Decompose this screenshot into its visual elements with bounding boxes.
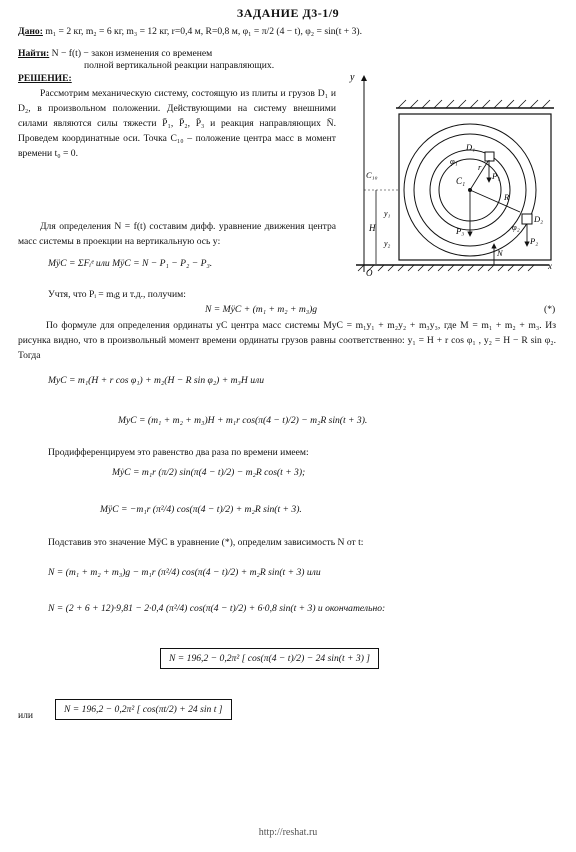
answer-box-2: N = 196,2 − 0,2π² [ cos(πt/2) + 24 sin t ] [55,699,232,720]
load-d2-label: D₂ [534,214,544,224]
floor-hatch [358,265,534,271]
origin-label: O [366,268,373,278]
center-c1-label: C₁ [456,176,466,186]
radius-r-label: r [478,162,482,172]
plate [399,114,551,260]
equation-2: N = MÿC + (m₁ + m₂ + m₃)g [205,304,318,315]
paragraph-1: Рассмотрим механическую систему, состоящую из плиты и грузов D₁ и D₂, в произвольном положении. Действующими на систему внешними силами являются силы тяжести P̄₁, P̄₂, P̄₃ и реакция направляющих N̄. Проведем координатные оси. Точка C₁₀ – положение центра масс в момент времени t₀ = 0. [18,88,336,159]
force-p2-label: P₂ [530,236,539,246]
equation-4: MyC = (m₁ + m₂ + m₃)H + m₁r cos(π(4 − t)/2) − m₂R sin(t + 3). [118,415,368,426]
load-d2 [522,214,532,224]
equation-5: MẏC = m₁r (π/2) sin(π(4 − t)/2) − m₂R cos(t + 3); [112,467,306,478]
or-label: или [18,710,34,721]
system-diagram [344,66,566,280]
given-label: Дано: [18,26,43,37]
equation-8: N = (2 + 6 + 12)·9,81 − 2·0,4 (π²/4) cos(π(4 − t)/2) + 6·0,8 sin(t + 3) и окончательно: [48,603,386,614]
y-axis-label: y [350,72,355,83]
given-text: m₁ = 2 кг, m₂ = 6 кг, m₃ = 12 кг, r=0,4 м, R=0,8 м, φ₁ = π/2 (4 − t), φ₂ = sin(t + 3). [45,26,363,37]
find-line [18,48,212,59]
equation-6: MÿC = −m₁r (π²/4) cos(π(4 − t)/2) + m₂R sin(t + 3). [100,504,302,515]
load-d1 [485,152,494,161]
footer-url: http://reshat.ru [258,827,318,838]
load-d1-label: D₁ [466,142,476,152]
y1-label: y₁ [384,209,391,218]
text-3: Учтя, что Pᵢ = mᵢg и т.д., получим: [48,289,186,300]
c10-label: C₁₀ [366,170,378,180]
answer-box-1: N = 196,2 − 0,2π² [ cos(π(4 − t)/2) − 24 sin(t + 3) ] [160,648,379,669]
find-label: Найти: [18,48,50,59]
find-text: N − f(t) − закон изменения со временем [51,48,213,59]
force-p1-label: P₁ [492,171,501,181]
reaction-n-label: N [497,248,503,258]
x-axis-label: x [548,261,552,271]
solution-heading: РЕШЕНИЕ: [18,73,72,84]
phi2-label: φ₂ [512,222,520,232]
top-hatch [398,100,550,108]
force-p3-label: P₃ [456,226,465,236]
h-label: H [369,223,376,233]
text-4: Продифференцируем это равенство два раза по времени имеем: [48,447,309,458]
paragraph-3: По формуле для определения ординаты yC центра масс системы MyC = m₁y₁ + m₂y₂ + m₃y₃, где M = m₁ + m₂ + m₃. Из рисунка видно, что в произвольный момент времени ординаты грузов равны соответственно: y₁ = H + r cos φ₁ , y₂ = H − R sin φ₂. Тогда [18,320,556,361]
equation-7: N = (m₁ + m₂ + m₃)g − m₁r (π²/4) cos(π(4 − t)/2) + m₂R sin(t + 3) или [48,567,321,578]
equation-3: MyC = m₁(H + r cos φ₁) + m₂(H − R sin φ₂) + m₃H или [48,375,264,386]
find-text-2: полной вертикальной реакции направляющих. [84,60,275,71]
equation-2-number: (*) [544,304,556,315]
equation-1: MÿC = ΣFᵢᵉ или MÿC = N − P₁ − P₂ − P₃. [48,258,213,269]
page-title: ЗАДАНИЕ Д3-1/9 [236,6,340,20]
text-5: Подставив это значение MÿC в уравнение (*), определим зависимость N от t: [48,537,364,548]
given-line [18,26,362,37]
phi1-label: φ₁ [450,156,458,166]
radius-R-label: R [504,192,510,202]
y2-label: y₂ [384,239,391,248]
paragraph-2: Для определения N = f(t) составим дифф. уравнение движения центра масс системы в проекции на вертикальную ось y: [18,221,336,247]
